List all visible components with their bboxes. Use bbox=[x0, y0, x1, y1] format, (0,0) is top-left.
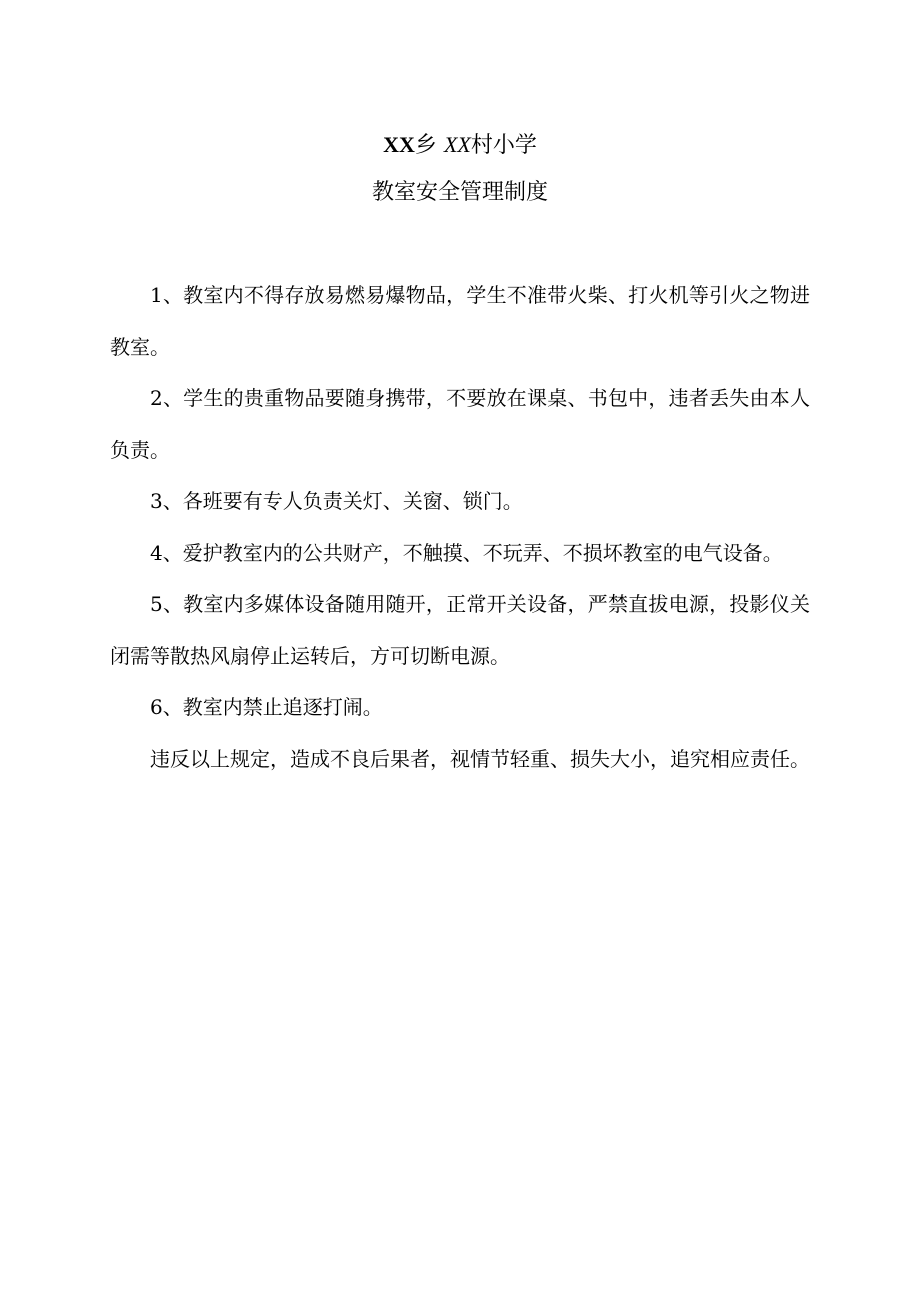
rule-paragraph-1: 1、教室内不得存放易燃易爆物品，学生不准带火柴、打火机等引火之物进教室。 bbox=[110, 283, 810, 359]
title-xiang: 乡 bbox=[414, 133, 437, 158]
rule-paragraph-6: 6、教室内禁止追逐打闹。 bbox=[150, 695, 383, 719]
rule-paragraph-5: 5、教室内多媒体设备随用随开，正常开关设备，严禁直拔电源，投影仪关闭需等散热风扇停止运转后，方可切断电源。 bbox=[110, 592, 810, 668]
school-name-title bbox=[0, 131, 920, 160]
rule-paragraph-3: 3、各班要有专人负责关灯、关窗、锁门。 bbox=[150, 489, 523, 513]
title-xx-bold: XX bbox=[383, 132, 415, 157]
rules-body bbox=[110, 270, 810, 785]
closing-paragraph: 违反以上规定，造成不良后果者，视情节轻重、损失大小，追究相应责任。 bbox=[150, 746, 810, 771]
title-village-school: 村小学 bbox=[470, 133, 537, 158]
rule-paragraph-4: 4、爱护教室内的公共财产，不触摸、不玩弄、不损坏教室的电气设备。 bbox=[150, 540, 783, 565]
title-xx-italic: XX bbox=[443, 132, 471, 157]
document-title: 教室安全管理制度 bbox=[371, 180, 548, 205]
rule-paragraph-2: 2、学生的贵重物品要随身携带，不要放在课桌、书包中，违者丢失由本人负责。 bbox=[110, 386, 810, 462]
